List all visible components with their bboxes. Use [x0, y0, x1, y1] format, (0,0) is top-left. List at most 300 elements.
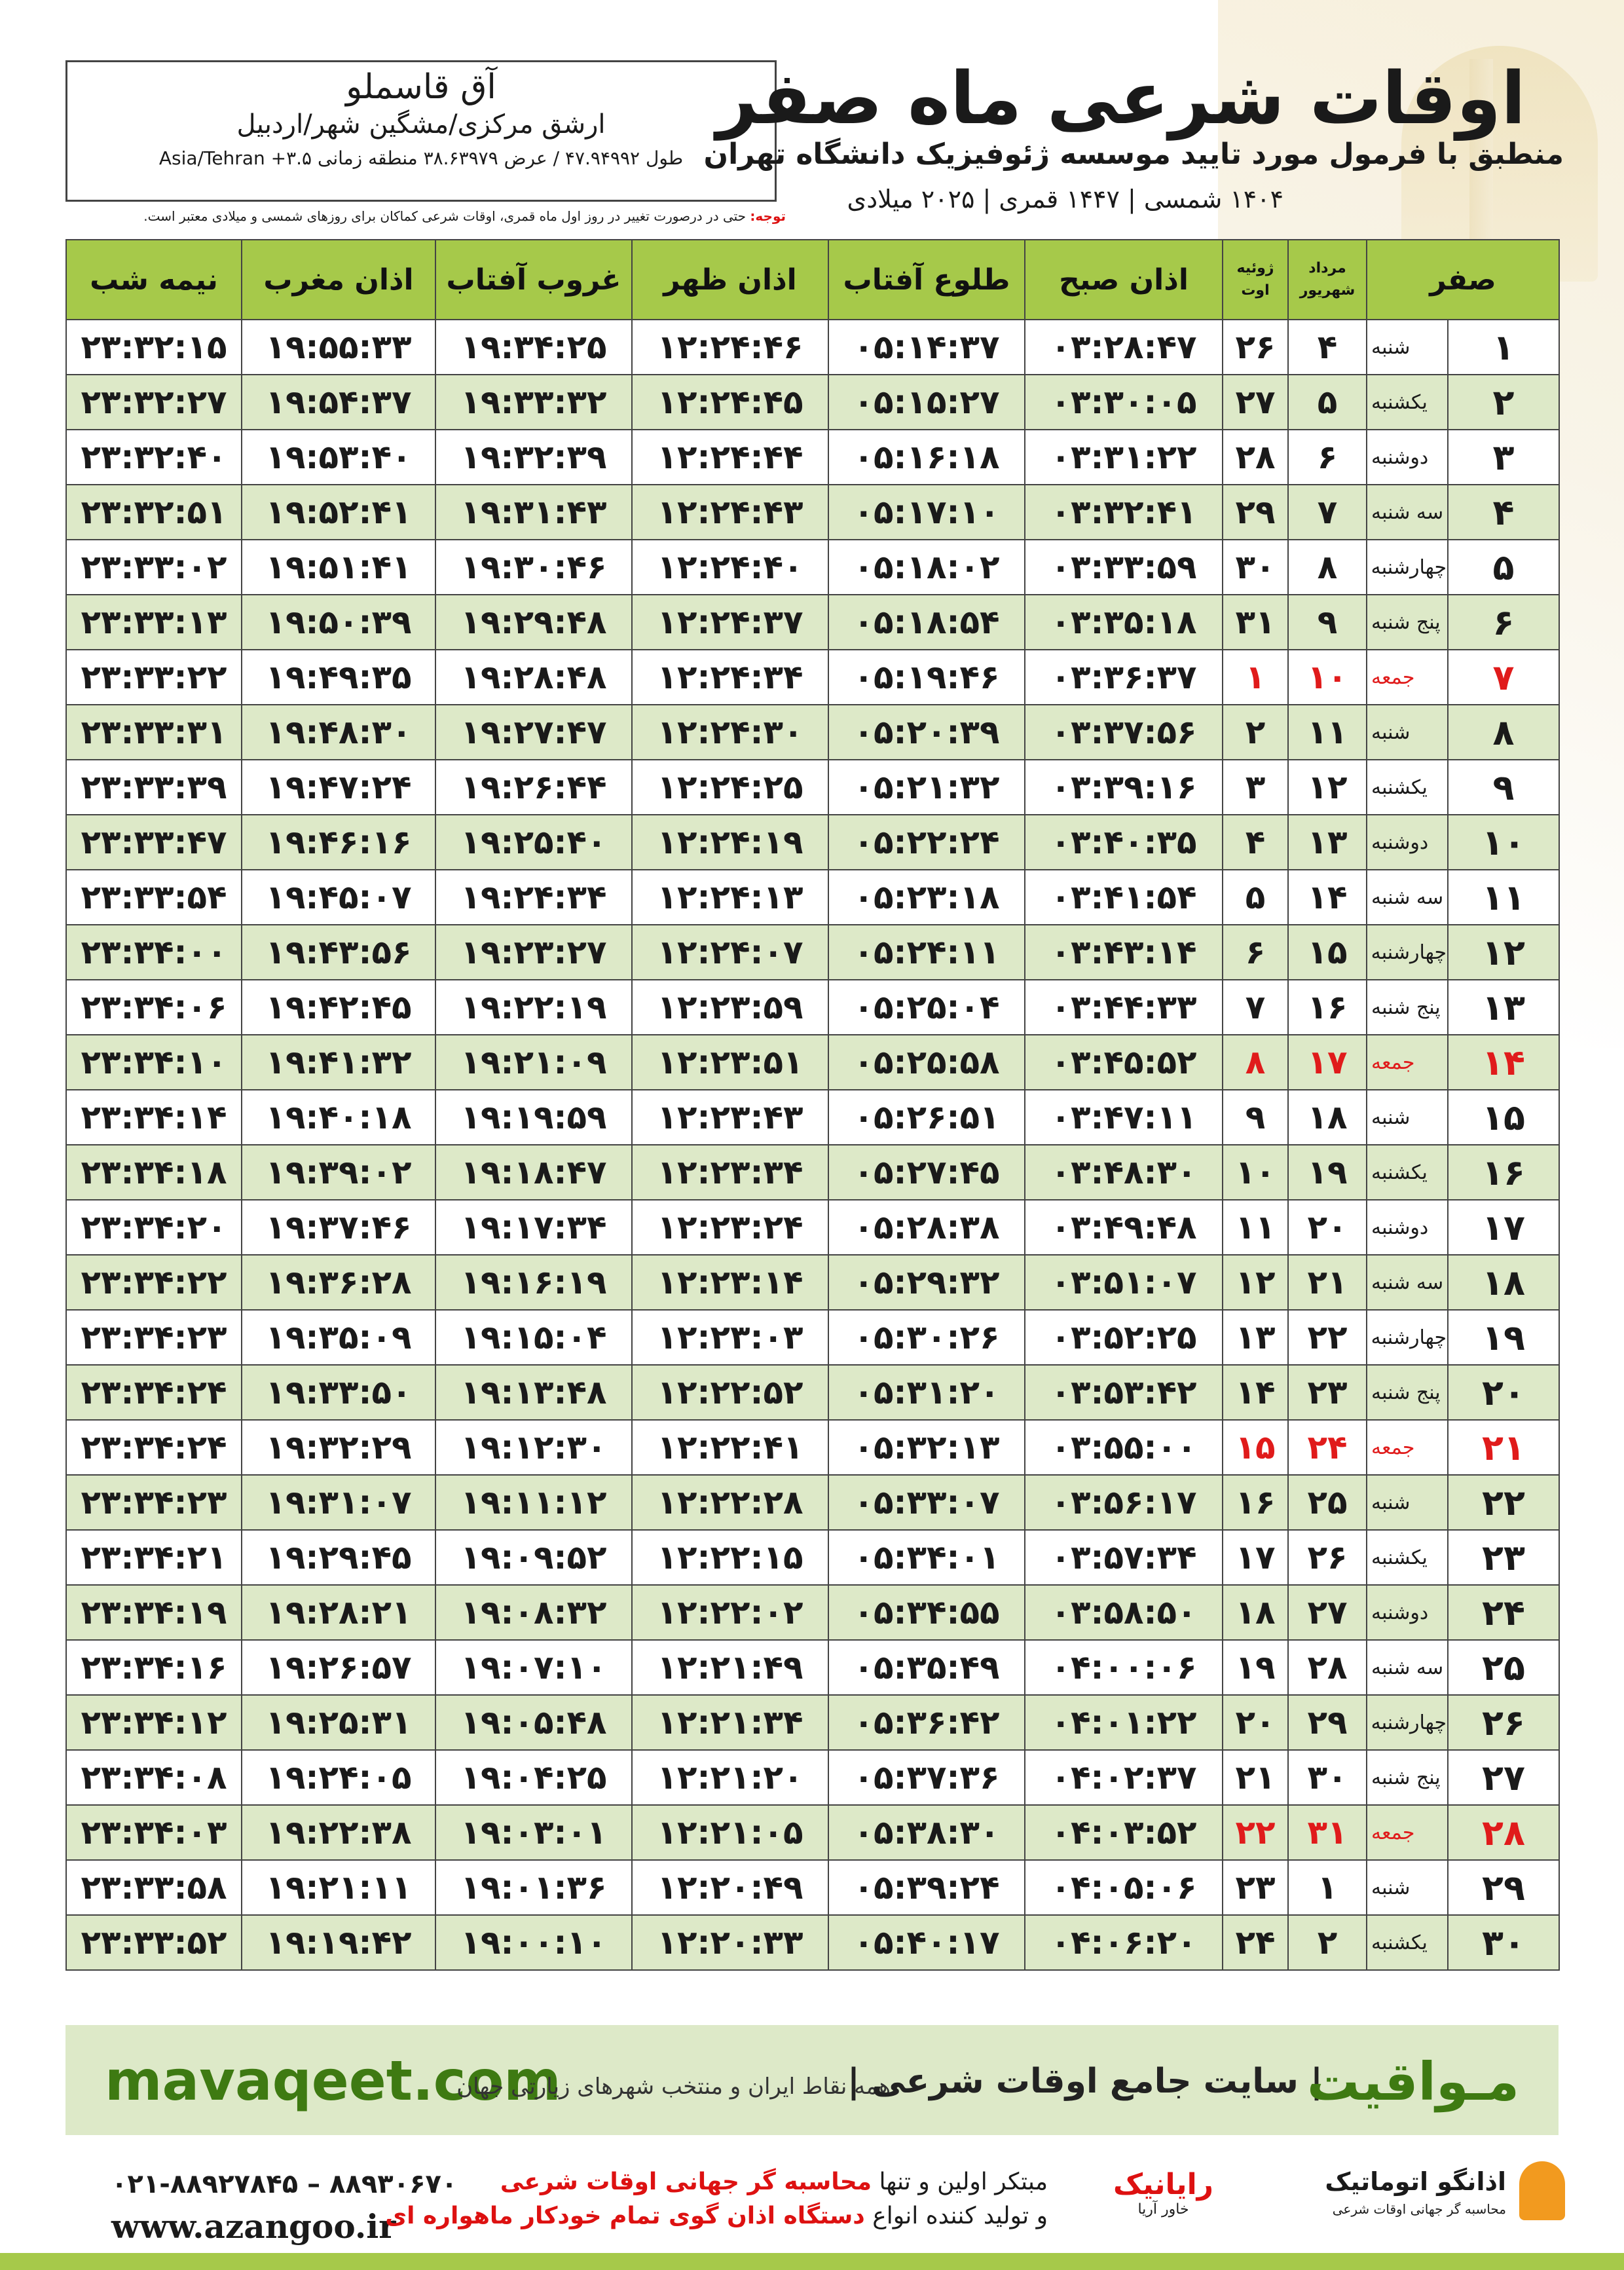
table-row	[66, 650, 1559, 705]
shamsi-date: ۹	[1288, 595, 1367, 650]
tolou-time: ۰۵:۱۴:۳۷	[828, 320, 1025, 375]
ghorub-time: ۱۹:۲۹:۴۸	[435, 595, 632, 650]
maghreb-time: ۱۹:۴۹:۳۵	[242, 650, 435, 705]
zohr-time: ۱۲:۲۴:۴۶	[632, 320, 828, 375]
maghreb-time: ۱۹:۳۶:۲۸	[242, 1255, 435, 1310]
miladi-date: ۱۴	[1223, 1365, 1288, 1420]
azangoo-logo	[1325, 2168, 1506, 2223]
sobh-time: ۰۴:۰۶:۲۰	[1025, 1915, 1223, 1970]
weekday: جمعه	[1367, 1035, 1448, 1090]
weekday: جمعه	[1367, 650, 1448, 705]
shamsi-date: ۱۱	[1288, 705, 1367, 760]
zohr-time: ۱۲:۲۲:۲۸	[632, 1475, 828, 1530]
sobh-time: ۰۳:۴۹:۴۸	[1025, 1200, 1223, 1255]
rayanik-sub: خاور آریا	[1137, 2201, 1189, 2218]
table-row	[66, 815, 1559, 870]
sobh-time: ۰۳:۴۰:۳۵	[1025, 815, 1223, 870]
header-miladi: ژوئیه اوت	[1223, 240, 1288, 320]
day-number: ۲۹	[1448, 1860, 1559, 1915]
table-row	[66, 430, 1559, 485]
zohr-time: ۱۲:۲۴:۳۷	[632, 595, 828, 650]
day-number: ۱۴	[1448, 1035, 1559, 1090]
weekday: یکشنبه	[1367, 1145, 1448, 1200]
maghreb-time: ۱۹:۳۱:۰۷	[242, 1475, 435, 1530]
ghorub-time: ۱۹:۲۶:۴۴	[435, 760, 632, 815]
azangoo-sub: محاسبه گر جهانی اوقات شرعی	[1332, 2201, 1506, 2217]
phone-numbers: ۰۲۱-۸۸۹۲۷۸۴۵ – ۸۸۹۳۰۶۷۰	[111, 2169, 458, 2199]
maghreb-time: ۱۹:۴۷:۲۴	[242, 760, 435, 815]
ghorub-time: ۱۹:۱۷:۳۴	[435, 1200, 632, 1255]
zohr-time: ۱۲:۲۳:۲۴	[632, 1200, 828, 1255]
table-row	[66, 925, 1559, 980]
sobh-time: ۰۳:۳۹:۱۶	[1025, 760, 1223, 815]
zohr-time: ۱۲:۲۴:۰۷	[632, 925, 828, 980]
header-nimeshab: نیمه شب	[66, 240, 242, 320]
nimeshab-time: ۲۳:۳۴:۲۴	[66, 1420, 242, 1475]
day-number: ۱۶	[1448, 1145, 1559, 1200]
tolou-time: ۰۵:۳۶:۴۲	[828, 1695, 1025, 1750]
zohr-time: ۱۲:۲۴:۱۳	[632, 870, 828, 925]
nimeshab-time: ۲۳:۳۳:۵۸	[66, 1860, 242, 1915]
table-row	[66, 1915, 1559, 1970]
table-row	[66, 320, 1559, 375]
tolou-time: ۰۵:۲۰:۳۹	[828, 705, 1025, 760]
nimeshab-time: ۲۳:۳۳:۵۴	[66, 870, 242, 925]
day-number: ۱۷	[1448, 1200, 1559, 1255]
note-label: توجه:	[750, 208, 786, 224]
ghorub-time: ۱۹:۳۰:۴۶	[435, 540, 632, 595]
maghreb-time: ۱۹:۲۶:۵۷	[242, 1640, 435, 1695]
tolou-time: ۰۵:۳۹:۲۴	[828, 1860, 1025, 1915]
day-number: ۷	[1448, 650, 1559, 705]
shamsi-date: ۲۵	[1288, 1475, 1367, 1530]
day-number: ۱۸	[1448, 1255, 1559, 1310]
day-number: ۹	[1448, 760, 1559, 815]
maghreb-time: ۱۹:۳۵:۰۹	[242, 1310, 435, 1365]
zohr-time: ۱۲:۲۳:۰۳	[632, 1310, 828, 1365]
zohr-time: ۱۲:۲۴:۴۴	[632, 430, 828, 485]
zohr-time: ۱۲:۲۴:۲۵	[632, 760, 828, 815]
nimeshab-time: ۲۳:۳۲:۴۰	[66, 430, 242, 485]
weekday: شنبه	[1367, 1475, 1448, 1530]
mavaqeet-logo: مـواقیت	[1306, 2051, 1519, 2112]
nimeshab-time: ۲۳:۳۳:۵۲	[66, 1915, 242, 1970]
maghreb-time: ۱۹:۲۴:۰۵	[242, 1750, 435, 1805]
shamsi-date: ۸	[1288, 540, 1367, 595]
day-number: ۱۱	[1448, 870, 1559, 925]
sobh-time: ۰۳:۴۸:۳۰	[1025, 1145, 1223, 1200]
maghreb-time: ۱۹:۴۰:۱۸	[242, 1090, 435, 1145]
nimeshab-time: ۲۳:۳۴:۱۴	[66, 1090, 242, 1145]
miladi-date: ۱۸	[1223, 1585, 1288, 1640]
zohr-time: ۱۲:۲۲:۱۵	[632, 1530, 828, 1585]
tolou-time: ۰۵:۲۵:۰۴	[828, 980, 1025, 1035]
day-number: ۲۱	[1448, 1420, 1559, 1475]
miladi-date: ۳۱	[1223, 595, 1288, 650]
table-row	[66, 1530, 1559, 1585]
zohr-time: ۱۲:۲۴:۴۰	[632, 540, 828, 595]
ghorub-time: ۱۹:۰۷:۱۰	[435, 1640, 632, 1695]
shamsi-date: ۳۰	[1288, 1750, 1367, 1805]
table-row	[66, 1750, 1559, 1805]
maghreb-time: ۱۹:۲۱:۱۱	[242, 1860, 435, 1915]
shamsi-date: ۶	[1288, 430, 1367, 485]
day-number: ۱۹	[1448, 1310, 1559, 1365]
azangoo-mark-icon	[1519, 2161, 1565, 2220]
promo-line1-b: محاسبه گر جهانی اوقات شرعی	[500, 2168, 872, 2195]
miladi-date: ۹	[1223, 1090, 1288, 1145]
ghorub-time: ۱۹:۰۸:۳۲	[435, 1585, 632, 1640]
weekday: سه شنبه	[1367, 870, 1448, 925]
sobh-time: ۰۳:۲۸:۴۷	[1025, 320, 1223, 375]
weekday: چهارشنبه	[1367, 540, 1448, 595]
shamsi-date: ۱۶	[1288, 980, 1367, 1035]
weekday: پنج شنبه	[1367, 1750, 1448, 1805]
prayer-times-table	[65, 239, 1560, 1971]
day-number: ۱۰	[1448, 815, 1559, 870]
shamsi-date: ۱۲	[1288, 760, 1367, 815]
sobh-time: ۰۳:۴۵:۵۲	[1025, 1035, 1223, 1090]
weekday: جمعه	[1367, 1805, 1448, 1860]
ghorub-time: ۱۹:۰۱:۳۶	[435, 1860, 632, 1915]
header-maghreb: اذان مغرب	[242, 240, 435, 320]
ghorub-time: ۱۹:۳۱:۴۳	[435, 485, 632, 540]
weekday: پنج شنبه	[1367, 595, 1448, 650]
note	[65, 208, 786, 224]
nimeshab-time: ۲۳:۳۴:۲۴	[66, 1365, 242, 1420]
weekday: جمعه	[1367, 1420, 1448, 1475]
promo-line2-b: دستگاه اذان گوی تمام خودکار ماهواره ای	[385, 2203, 865, 2229]
shamsi-date: ۱۰	[1288, 650, 1367, 705]
tolou-time: ۰۵:۲۷:۴۵	[828, 1145, 1025, 1200]
shamsi-date: ۲۴	[1288, 1420, 1367, 1475]
tolou-time: ۰۵:۳۴:۵۵	[828, 1585, 1025, 1640]
weekday: دوشنبه	[1367, 1200, 1448, 1255]
ghorub-time: ۱۹:۳۴:۲۵	[435, 320, 632, 375]
nimeshab-time: ۲۳:۳۴:۱۲	[66, 1695, 242, 1750]
sobh-time: ۰۳:۳۶:۳۷	[1025, 650, 1223, 705]
table-row	[66, 1310, 1559, 1365]
header-safar: صفر	[1367, 240, 1559, 320]
weekday: سه شنبه	[1367, 1255, 1448, 1310]
maghreb-time: ۱۹:۳۳:۵۰	[242, 1365, 435, 1420]
ghorub-time: ۱۹:۲۸:۴۸	[435, 650, 632, 705]
sobh-time: ۰۳:۳۵:۱۸	[1025, 595, 1223, 650]
sobh-time: ۰۳:۳۲:۴۱	[1025, 485, 1223, 540]
shamsi-date: ۲۱	[1288, 1255, 1367, 1310]
sobh-time: ۰۳:۵۷:۳۴	[1025, 1530, 1223, 1585]
miladi-date: ۲۸	[1223, 430, 1288, 485]
zohr-time: ۱۲:۲۴:۳۰	[632, 705, 828, 760]
day-number: ۲۰	[1448, 1365, 1559, 1420]
sobh-time: ۰۴:۰۳:۵۲	[1025, 1805, 1223, 1860]
sobh-time: ۰۳:۳۳:۵۹	[1025, 540, 1223, 595]
maghreb-time: ۱۹:۳۲:۲۹	[242, 1420, 435, 1475]
zohr-time: ۱۲:۲۱:۰۵	[632, 1805, 828, 1860]
weekday: چهارشنبه	[1367, 925, 1448, 980]
zohr-time: ۱۲:۲۳:۱۴	[632, 1255, 828, 1310]
promo-text	[385, 2165, 1048, 2233]
nimeshab-time: ۲۳:۳۴:۲۱	[66, 1530, 242, 1585]
day-number: ۵	[1448, 540, 1559, 595]
bottom-bar	[0, 2253, 1624, 2270]
shamsi-date: ۲۷	[1288, 1585, 1367, 1640]
table-row	[66, 1255, 1559, 1310]
weekday: یکشنبه	[1367, 760, 1448, 815]
maghreb-time: ۱۹:۵۱:۴۱	[242, 540, 435, 595]
day-number: ۳۰	[1448, 1915, 1559, 1970]
ghorub-time: ۱۹:۱۱:۱۲	[435, 1475, 632, 1530]
zohr-time: ۱۲:۲۲:۵۲	[632, 1365, 828, 1420]
miladi-date: ۲۳	[1223, 1860, 1288, 1915]
sobh-time: ۰۴:۰۱:۲۲	[1025, 1695, 1223, 1750]
day-number: ۲۴	[1448, 1585, 1559, 1640]
miladi-date: ۶	[1223, 925, 1288, 980]
city-coordinates: طول ۴۷.۹۴۹۹۲ / عرض ۳۸.۶۳۹۷۹ منطقه زمانی ۳.۵+ Asia/Tehran	[158, 147, 684, 169]
shamsi-date: ۲۸	[1288, 1640, 1367, 1695]
zohr-time: ۱۲:۲۲:۴۱	[632, 1420, 828, 1475]
table-row	[66, 1805, 1559, 1860]
ghorub-time: ۱۹:۱۹:۵۹	[435, 1090, 632, 1145]
nimeshab-time: ۲۳:۳۴:۱۶	[66, 1640, 242, 1695]
maghreb-time: ۱۹:۵۴:۳۷	[242, 375, 435, 430]
nimeshab-time: ۲۳:۳۳:۲۲	[66, 650, 242, 705]
day-number: ۲۶	[1448, 1695, 1559, 1750]
shamsi-date: ۱۵	[1288, 925, 1367, 980]
miladi-date: ۲۲	[1223, 1805, 1288, 1860]
tolou-time: ۰۵:۱۸:۰۲	[828, 540, 1025, 595]
page-subtitle: منطبق با فرمول مورد تایید موسسه ژئوفیزیک دانشگاه تهران	[703, 138, 1564, 171]
miladi-date: ۱۰	[1223, 1145, 1288, 1200]
zohr-time: ۱۲:۲۴:۴۳	[632, 485, 828, 540]
tolou-time: ۰۵:۳۸:۳۰	[828, 1805, 1025, 1860]
nimeshab-time: ۲۳:۳۴:۰۳	[66, 1805, 242, 1860]
weekday: یکشنبه	[1367, 1915, 1448, 1970]
table-row	[66, 1640, 1559, 1695]
day-number: ۱۳	[1448, 980, 1559, 1035]
city-name: آق قاسملو	[346, 67, 496, 107]
sobh-time: ۰۳:۴۱:۵۴	[1025, 870, 1223, 925]
sobh-time: ۰۳:۵۶:۱۷	[1025, 1475, 1223, 1530]
weekday: شنبه	[1367, 1090, 1448, 1145]
day-number: ۱۵	[1448, 1090, 1559, 1145]
nimeshab-time: ۲۳:۳۲:۵۱	[66, 485, 242, 540]
ghorub-time: ۱۹:۱۵:۰۴	[435, 1310, 632, 1365]
miladi-date: ۱۱	[1223, 1200, 1288, 1255]
tolou-time: ۰۵:۱۹:۴۶	[828, 650, 1025, 705]
tolou-time: ۰۵:۲۵:۵۸	[828, 1035, 1025, 1090]
zohr-time: ۱۲:۲۰:۳۳	[632, 1915, 828, 1970]
weekday: چهارشنبه	[1367, 1695, 1448, 1750]
zohr-time: ۱۲:۲۱:۳۴	[632, 1695, 828, 1750]
rayanik-name: رایانیک	[1113, 2168, 1213, 2201]
maghreb-time: ۱۹:۲۸:۲۱	[242, 1585, 435, 1640]
miladi-date: ۱۳	[1223, 1310, 1288, 1365]
shamsi-date: ۷	[1288, 485, 1367, 540]
nimeshab-time: ۲۳:۳۳:۳۹	[66, 760, 242, 815]
zohr-time: ۱۲:۲۱:۴۹	[632, 1640, 828, 1695]
zohr-time: ۱۲:۲۴:۱۹	[632, 815, 828, 870]
shamsi-date: ۱۸	[1288, 1090, 1367, 1145]
table-row	[66, 1860, 1559, 1915]
table-row	[66, 1145, 1559, 1200]
miladi-date: ۷	[1223, 980, 1288, 1035]
maghreb-time: ۱۹:۴۵:۰۷	[242, 870, 435, 925]
tolou-time: ۰۵:۴۰:۱۷	[828, 1915, 1025, 1970]
site-subtitle: همه نقاط ایران و منتخب شهرهای زیارتی جهان	[456, 2074, 891, 2100]
shamsi-date: ۴	[1288, 320, 1367, 375]
zohr-time: ۱۲:۲۱:۲۰	[632, 1750, 828, 1805]
miladi-date: ۲۹	[1223, 485, 1288, 540]
nimeshab-time: ۲۳:۳۳:۰۲	[66, 540, 242, 595]
sobh-time: ۰۴:۰۵:۰۶	[1025, 1860, 1223, 1915]
miladi-date: ۱	[1223, 650, 1288, 705]
sobh-time: ۰۳:۳۰:۰۵	[1025, 375, 1223, 430]
maghreb-time: ۱۹:۴۱:۳۲	[242, 1035, 435, 1090]
table-row	[66, 485, 1559, 540]
miladi-date: ۳۰	[1223, 540, 1288, 595]
miladi-date: ۲۴	[1223, 1915, 1288, 1970]
nimeshab-time: ۲۳:۳۲:۲۷	[66, 375, 242, 430]
zohr-time: ۱۲:۲۳:۵۱	[632, 1035, 828, 1090]
table-row	[66, 1200, 1559, 1255]
nimeshab-time: ۲۳:۳۲:۱۵	[66, 320, 242, 375]
nimeshab-time: ۲۳:۳۴:۲۳	[66, 1310, 242, 1365]
table-row	[66, 1420, 1559, 1475]
nimeshab-time: ۲۳:۳۴:۱۸	[66, 1145, 242, 1200]
sobh-time: ۰۳:۵۵:۰۰	[1025, 1420, 1223, 1475]
miladi-date: ۲۱	[1223, 1750, 1288, 1805]
day-number: ۲۵	[1448, 1640, 1559, 1695]
tolou-time: ۰۵:۳۲:۱۳	[828, 1420, 1025, 1475]
maghreb-time: ۱۹:۴۶:۱۶	[242, 815, 435, 870]
maghreb-time: ۱۹:۲۲:۳۸	[242, 1805, 435, 1860]
site-url[interactable]: mavaqeet.com	[105, 2049, 561, 2113]
maghreb-time: ۱۹:۴۲:۴۵	[242, 980, 435, 1035]
tolou-time: ۰۵:۳۷:۳۶	[828, 1750, 1025, 1805]
page-title: اوقات شرعی ماه صفر	[716, 56, 1526, 140]
sobh-time: ۰۳:۳۷:۵۶	[1025, 705, 1223, 760]
sobh-time: ۰۳:۵۲:۲۵	[1025, 1310, 1223, 1365]
ghorub-time: ۱۹:۲۴:۳۴	[435, 870, 632, 925]
azangoo-name: اذانگو اتوماتیک	[1325, 2167, 1506, 2196]
tolou-time: ۰۵:۲۴:۱۱	[828, 925, 1025, 980]
weekday: شنبه	[1367, 320, 1448, 375]
tolou-time: ۰۵:۱۵:۲۷	[828, 375, 1025, 430]
ghorub-time: ۱۹:۲۱:۰۹	[435, 1035, 632, 1090]
miladi-date: ۵	[1223, 870, 1288, 925]
nimeshab-time: ۲۳:۳۴:۰۸	[66, 1750, 242, 1805]
nimeshab-time: ۲۳:۳۴:۲۳	[66, 1475, 242, 1530]
miladi-date: ۴	[1223, 815, 1288, 870]
weekday: چهارشنبه	[1367, 1310, 1448, 1365]
shamsi-date: ۲۳	[1288, 1365, 1367, 1420]
maghreb-time: ۱۹:۳۹:۰۲	[242, 1145, 435, 1200]
miladi-date: ۸	[1223, 1035, 1288, 1090]
maghreb-time: ۱۹:۲۵:۳۱	[242, 1695, 435, 1750]
maghreb-time: ۱۹:۵۲:۴۱	[242, 485, 435, 540]
miladi-date: ۲۶	[1223, 320, 1288, 375]
miladi-date: ۲۷	[1223, 375, 1288, 430]
shamsi-date: ۳۱	[1288, 1805, 1367, 1860]
sobh-time: ۰۳:۵۳:۴۲	[1025, 1365, 1223, 1420]
miladi-date: ۱۵	[1223, 1420, 1288, 1475]
ghorub-time: ۱۹:۲۵:۴۰	[435, 815, 632, 870]
sobh-time: ۰۴:۰۲:۳۷	[1025, 1750, 1223, 1805]
ghorub-time: ۱۹:۱۳:۴۸	[435, 1365, 632, 1420]
weekday: دوشنبه	[1367, 815, 1448, 870]
tolou-time: ۰۵:۱۶:۱۸	[828, 430, 1025, 485]
nimeshab-time: ۲۳:۳۳:۳۱	[66, 705, 242, 760]
ghorub-time: ۱۹:۲۳:۲۷	[435, 925, 632, 980]
table-row	[66, 870, 1559, 925]
tolou-time: ۰۵:۲۸:۳۸	[828, 1200, 1025, 1255]
zohr-time: ۱۲:۲۰:۴۹	[632, 1860, 828, 1915]
table-body	[66, 320, 1559, 1970]
ghorub-time: ۱۹:۰۴:۲۵	[435, 1750, 632, 1805]
zohr-time: ۱۲:۲۳:۳۴	[632, 1145, 828, 1200]
ghorub-time: ۱۹:۳۳:۳۲	[435, 375, 632, 430]
shamsi-date: ۲	[1288, 1915, 1367, 1970]
weekday: یکشنبه	[1367, 375, 1448, 430]
header-sobh: اذان صبح	[1025, 240, 1223, 320]
nimeshab-time: ۲۳:۳۴:۰۰	[66, 925, 242, 980]
year-line: ۱۴۰۴ شمسی | ۱۴۴۷ قمری | ۲۰۲۵ میلادی	[847, 185, 1283, 214]
shamsi-date: ۲۶	[1288, 1530, 1367, 1585]
zohr-time: ۱۲:۲۴:۳۴	[632, 650, 828, 705]
table-row	[66, 705, 1559, 760]
weekday: شنبه	[1367, 705, 1448, 760]
weekday: پنج شنبه	[1367, 1365, 1448, 1420]
day-number: ۲	[1448, 375, 1559, 430]
zohr-time: ۱۲:۲۲:۰۲	[632, 1585, 828, 1640]
nimeshab-time: ۲۳:۳۴:۲۰	[66, 1200, 242, 1255]
tolou-time: ۰۵:۲۱:۳۲	[828, 760, 1025, 815]
nimeshab-time: ۲۳:۳۴:۲۲	[66, 1255, 242, 1310]
day-number: ۱	[1448, 320, 1559, 375]
ghorub-time: ۱۹:۲۷:۴۷	[435, 705, 632, 760]
ghorub-time: ۱۹:۱۸:۴۷	[435, 1145, 632, 1200]
weekday: دوشنبه	[1367, 430, 1448, 485]
table-row	[66, 760, 1559, 815]
miladi-date: ۲	[1223, 705, 1288, 760]
tolou-time: ۰۵:۲۹:۳۲	[828, 1255, 1025, 1310]
shamsi-date: ۲۰	[1288, 1200, 1367, 1255]
tolou-time: ۰۵:۳۰:۲۶	[828, 1310, 1025, 1365]
day-number: ۲۲	[1448, 1475, 1559, 1530]
sobh-time: ۰۳:۴۳:۱۴	[1025, 925, 1223, 980]
nimeshab-time: ۲۳:۳۴:۰۶	[66, 980, 242, 1035]
zohr-time: ۱۲:۲۳:۵۹	[632, 980, 828, 1035]
day-number: ۳	[1448, 430, 1559, 485]
ghorub-time: ۱۹:۰۳:۰۱	[435, 1805, 632, 1860]
shamsi-date: ۱۹	[1288, 1145, 1367, 1200]
day-number: ۴	[1448, 485, 1559, 540]
table-row	[66, 1475, 1559, 1530]
day-number: ۲۷	[1448, 1750, 1559, 1805]
miladi-date: ۱۶	[1223, 1475, 1288, 1530]
ghorub-time: ۱۹:۰۵:۴۸	[435, 1695, 632, 1750]
azangoo-website[interactable]: www.azangoo.ir	[111, 2207, 396, 2246]
header-shamsi: مرداد شهریور	[1288, 240, 1367, 320]
shamsi-date: ۵	[1288, 375, 1367, 430]
site-slogan: | سایت جامع اوقات شرعی |	[847, 2062, 1323, 2101]
nimeshab-time: ۲۳:۳۴:۱۰	[66, 1035, 242, 1090]
ghorub-time: ۱۹:۳۲:۳۹	[435, 430, 632, 485]
miladi-date: ۲۰	[1223, 1695, 1288, 1750]
miladi-date: ۳	[1223, 760, 1288, 815]
promo-line2-a: و تولید کننده انواع	[864, 2203, 1048, 2229]
